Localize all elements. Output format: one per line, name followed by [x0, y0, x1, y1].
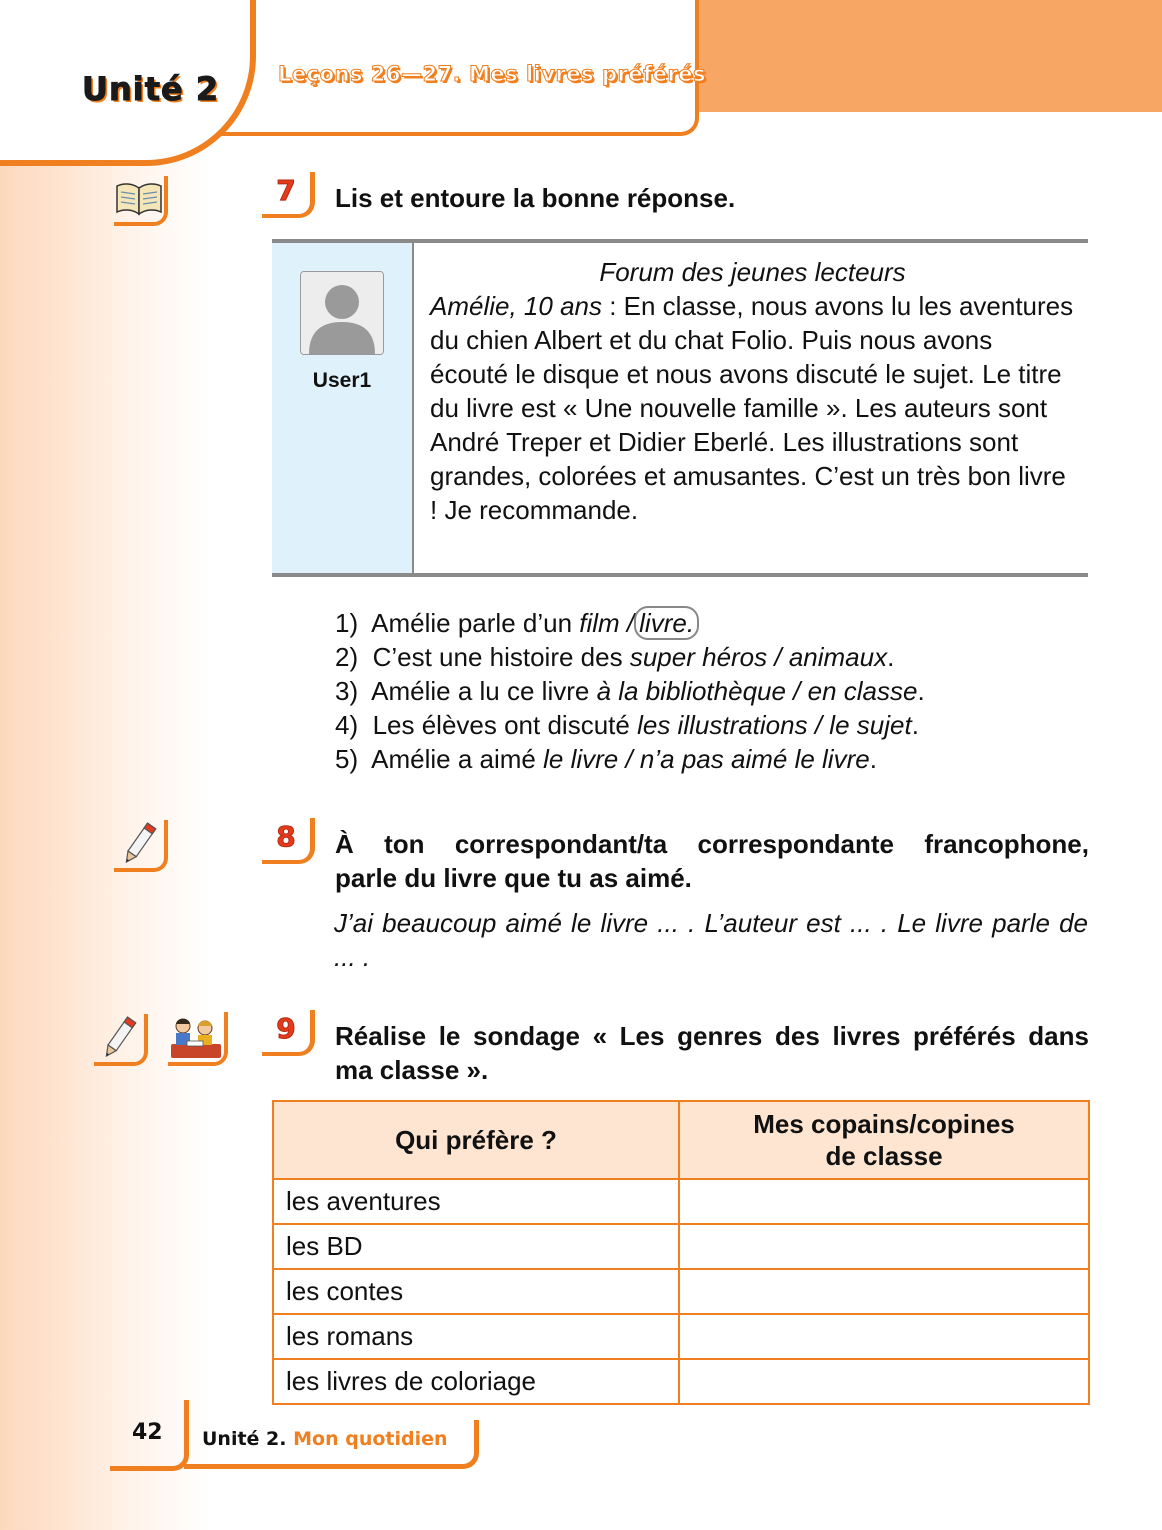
- exercise-9-instruction: Réalise le sondage « Les genres des livres préférés dans ma classe ».: [335, 1021, 1089, 1085]
- circled-answer[interactable]: livre.: [634, 606, 699, 640]
- pencil-icon: [94, 1014, 148, 1066]
- list-item: 4) Les élèves ont discuté les illustrations / le sujet.: [335, 710, 919, 740]
- exercise-7-number: 7: [276, 174, 296, 207]
- exercise-8-number: 8: [276, 820, 296, 853]
- table-row: les BD: [273, 1224, 1089, 1269]
- table-row: les aventures: [273, 1179, 1089, 1224]
- forum-message: [430, 255, 1075, 527]
- exercise-7-instruction: Lis et entoure la bonne réponse.: [335, 183, 736, 213]
- forum-user-panel: [272, 243, 414, 573]
- table-row: les contes: [273, 1269, 1089, 1314]
- unit-badge: Unité 2: [82, 70, 220, 108]
- answer-cell[interactable]: [679, 1269, 1089, 1314]
- forum-post: [272, 239, 1088, 577]
- answer-cell[interactable]: [679, 1224, 1089, 1269]
- open-book-icon: [114, 176, 168, 226]
- exercise-8-instruction: À ton correspondant/ta correspondante francophone, parle du livre que tu as aimé.: [335, 829, 1089, 893]
- pencil-icon: [114, 820, 168, 872]
- exercise-8-number-box: [262, 818, 315, 864]
- user-avatar-icon: [300, 271, 384, 355]
- answer-cell[interactable]: [679, 1314, 1089, 1359]
- list-item: 1) Amélie parle d’un film / livre.: [335, 606, 925, 640]
- exercise-7-questions: [335, 606, 925, 776]
- table-header-genre: Qui préfère ?: [273, 1101, 679, 1179]
- table-row: les livres de coloriage: [273, 1359, 1089, 1404]
- footer-unit-title: Unité 2. Mon quotidien: [202, 1428, 448, 1450]
- answer-cell[interactable]: [679, 1179, 1089, 1224]
- forum-body: : En classe, nous avons lu les aventures du chien Albert et du chat Folio. Puis nous avons écouté le disque et nous avons discuté le sujet. Le titre du livre est « Une nouvelle famille ». Les auteurs sont André Treper et Didier Eberlé. Les illustrations sont grandes, colorées et amusantes. C’est un très bon livre ! Je recommande.: [430, 291, 1074, 525]
- list-item: 5) Amélie a aimé le livre / n’a pas aimé le livre.: [335, 744, 877, 774]
- header-orange-band: [640, 0, 1162, 112]
- survey-table: [272, 1100, 1090, 1405]
- forum-title: Forum des jeunes lecteurs: [599, 257, 906, 287]
- exercise-7-number-box: [262, 172, 315, 218]
- exercise-9-number: 9: [276, 1012, 296, 1045]
- table-header-classmates: Mes copains/copines de classe: [679, 1101, 1089, 1179]
- list-item: 2) C’est une histoire des super héros / animaux.: [335, 642, 895, 672]
- answer-cell[interactable]: [679, 1359, 1089, 1404]
- forum-author: Amélie, 10 ans: [430, 291, 602, 321]
- exercise-8-example: J’ai beaucoup aimé le livre ... . L’auteur est ... . Le livre parle de ... .: [334, 908, 1088, 972]
- list-item: 3) Amélie a lu ce livre à la bibliothèque / en classe.: [335, 676, 925, 706]
- lesson-title: Leçons 26—27. Mes livres préférés: [278, 62, 707, 86]
- children-group-icon: [168, 1012, 228, 1066]
- exercise-9-number-box: [262, 1010, 315, 1056]
- table-row: les romans: [273, 1314, 1089, 1359]
- page-number: 42: [132, 1420, 163, 1445]
- forum-user-name: User1: [312, 369, 372, 392]
